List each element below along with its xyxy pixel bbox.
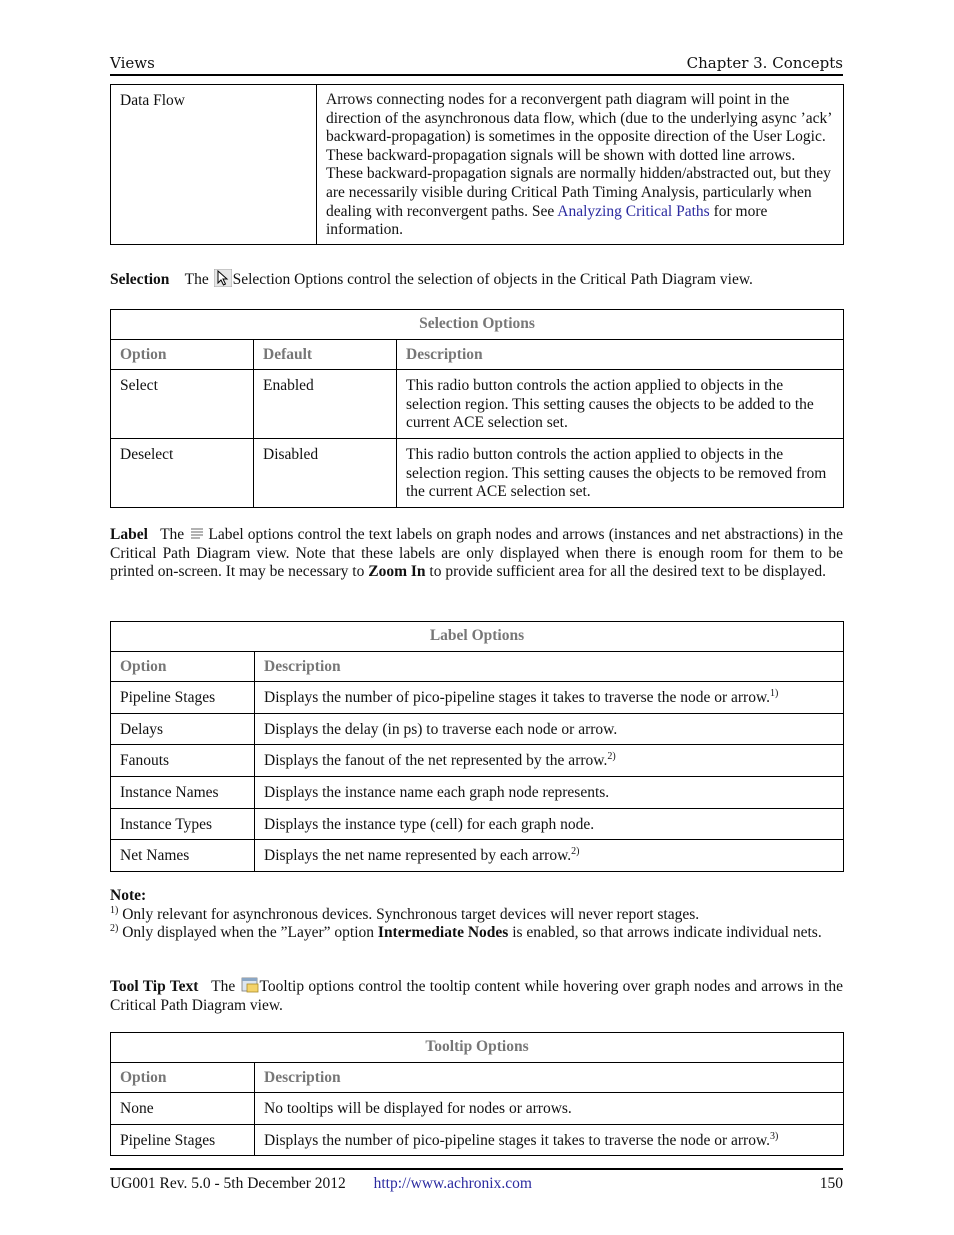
label-text-1: Label options control the text labels on graph nodes and arrows (instances and net abstractions) in the Critical Path Diagram view. Note that these labels are only displayed when there is enough room for them to be printed on-screen. It may be necessary to [110, 526, 843, 581]
column-header-option: Option [111, 651, 255, 682]
cursor-arrow-icon [214, 269, 232, 285]
note-1 [110, 906, 843, 925]
footnote-marker: 2) [110, 923, 119, 935]
table-row [111, 776, 844, 808]
note-2-end: is enabled, so that arrows indicate individual nets. [508, 924, 822, 942]
option-cell: Instance Types [111, 808, 255, 840]
option-cell: Net Names [111, 840, 255, 872]
description-cell: This radio button controls the action applied to objects in the selection region. This setting causes the objects to be removed from the current ACE selection set. [397, 438, 844, 507]
footnote-marker: 1) [110, 904, 119, 916]
zoom-in-term: Zoom In [368, 563, 426, 581]
column-header-description: Description [397, 339, 844, 370]
option-cell: Instance Names [111, 776, 255, 808]
description-text: Displays the number of pico-pipeline stages it takes to traverse the node or arrow. [264, 689, 771, 707]
analyzing-critical-paths-link[interactable]: Analyzing Critical Paths [557, 202, 710, 220]
description-text: Displays the net name represented by each arrow. [264, 847, 572, 865]
table-row [111, 808, 844, 840]
footnote-marker: 2) [607, 751, 616, 763]
dataflow-table [110, 84, 844, 245]
description-cell [255, 1124, 844, 1156]
notes-block [110, 887, 843, 943]
option-cell: None [111, 1093, 255, 1125]
selection-pre: The [184, 271, 213, 288]
default-cell: Enabled [254, 370, 397, 439]
intermediate-nodes-term: Intermediate Nodes [377, 924, 509, 942]
column-header-description: Description [255, 1062, 844, 1093]
dataflow-desc-end: for more information. [326, 202, 768, 239]
note-2-text: Only displayed when the ”Layer” option [118, 924, 378, 942]
note-1-text: Only relevant for asynchronous devices. Synchronous target devices will never report stages. [118, 905, 700, 923]
table-row [111, 840, 844, 872]
column-header-description: Description [255, 651, 844, 682]
description-text: Displays the number of pico-pipeline stages it takes to traverse the node or arrow. [264, 1131, 771, 1149]
notes-title: Note: [110, 887, 147, 904]
footnote-marker: 3) [770, 1130, 779, 1142]
table-caption: Tooltip Options [111, 1033, 844, 1063]
page-footer [110, 1168, 843, 1193]
header-chapter: Chapter 3. Concepts [686, 54, 843, 72]
label-text-2: to provide sufficient area for all the desired text to be displayed. [425, 563, 826, 581]
tooltip-pre: The [211, 978, 240, 995]
selection-heading: Selection [110, 271, 170, 288]
table-row [111, 1124, 844, 1156]
selection-paragraph [110, 269, 843, 290]
table-row [111, 745, 844, 777]
tooltip-paragraph [110, 976, 843, 1015]
option-cell: Select [111, 370, 254, 439]
tooltip-window-icon [241, 976, 259, 992]
option-cell: Pipeline Stages [111, 1124, 255, 1156]
option-cell: Fanouts [111, 745, 255, 777]
page-header [110, 54, 843, 76]
footnote-marker: 1) [770, 688, 779, 700]
dataflow-desc-text: Arrows connecting nodes for a reconvergent path diagram will point in the direction of the asynchronous data flow, which (due to the underlying async ’ack’ backward-propagation) is sometimes in the opposite direction of the User Logic. These backward-propagation signals will be shown with dotted line arrows. These backward-propagation signals are normally hidden/abstracted out, but they are necessarily visible during Critical Path Timing Analysis, particularly when dealing with reconvergent paths. See [326, 91, 832, 220]
tooltip-text: Tooltip options control the tooltip content while hovering over graph nodes and arrows in the Critical Path Diagram view. [110, 978, 843, 1014]
table-row [111, 438, 844, 507]
footnote-marker: 2) [571, 846, 580, 857]
label-heading: Label [110, 526, 148, 543]
table-row [111, 1093, 844, 1125]
tooltip-options-table [110, 1032, 844, 1156]
table-caption: Selection Options [111, 310, 844, 340]
description-text: Displays the fanout of the net represented by the arrow. [264, 752, 608, 770]
table-caption: Label Options [111, 622, 844, 652]
description-cell: This radio button controls the action applied to objects in the selection region. This setting causes the objects to be added to the current ACE selection set. [397, 370, 844, 439]
note-2 [110, 924, 843, 943]
column-header-option: Option [111, 1062, 255, 1093]
description-cell: Displays the delay (in ps) to traverse each node or arrow. [255, 713, 844, 745]
description-cell: No tooltips will be displayed for nodes or arrows. [255, 1093, 844, 1125]
description-cell [255, 682, 844, 714]
label-options-table [110, 621, 844, 872]
option-cell: Deselect [111, 438, 254, 507]
option-cell: Pipeline Stages [111, 682, 255, 714]
column-header-default: Default [254, 339, 397, 370]
footer-doc-id: UG001 Rev. 5.0 - 5th December 2012 [110, 1175, 346, 1192]
default-cell: Disabled [254, 438, 397, 507]
page-number: 150 [819, 1175, 843, 1192]
label-paragraph [110, 526, 843, 582]
selection-text: Selection Options control the selection of objects in the Critical Path Diagram view. [232, 271, 753, 288]
description-cell: Displays the instance type (cell) for each graph node. [255, 808, 844, 840]
text-lines-icon [189, 526, 207, 542]
table-row [111, 682, 844, 714]
option-cell: Delays [111, 713, 255, 745]
table-row [111, 370, 844, 439]
header-section: Views [110, 54, 155, 72]
tooltip-heading: Tool Tip Text [110, 978, 199, 995]
selection-options-table [110, 309, 844, 508]
description-cell [255, 840, 844, 872]
footer-url-link[interactable]: http://www.achronix.com [373, 1175, 532, 1192]
dataflow-description [317, 85, 844, 245]
label-pre: The [160, 526, 189, 543]
table-row [111, 85, 844, 245]
dataflow-name: Data Flow [111, 85, 317, 245]
description-cell [255, 745, 844, 777]
column-header-option: Option [111, 339, 254, 370]
table-row [111, 713, 844, 745]
description-cell: Displays the instance name each graph node represents. [255, 776, 844, 808]
